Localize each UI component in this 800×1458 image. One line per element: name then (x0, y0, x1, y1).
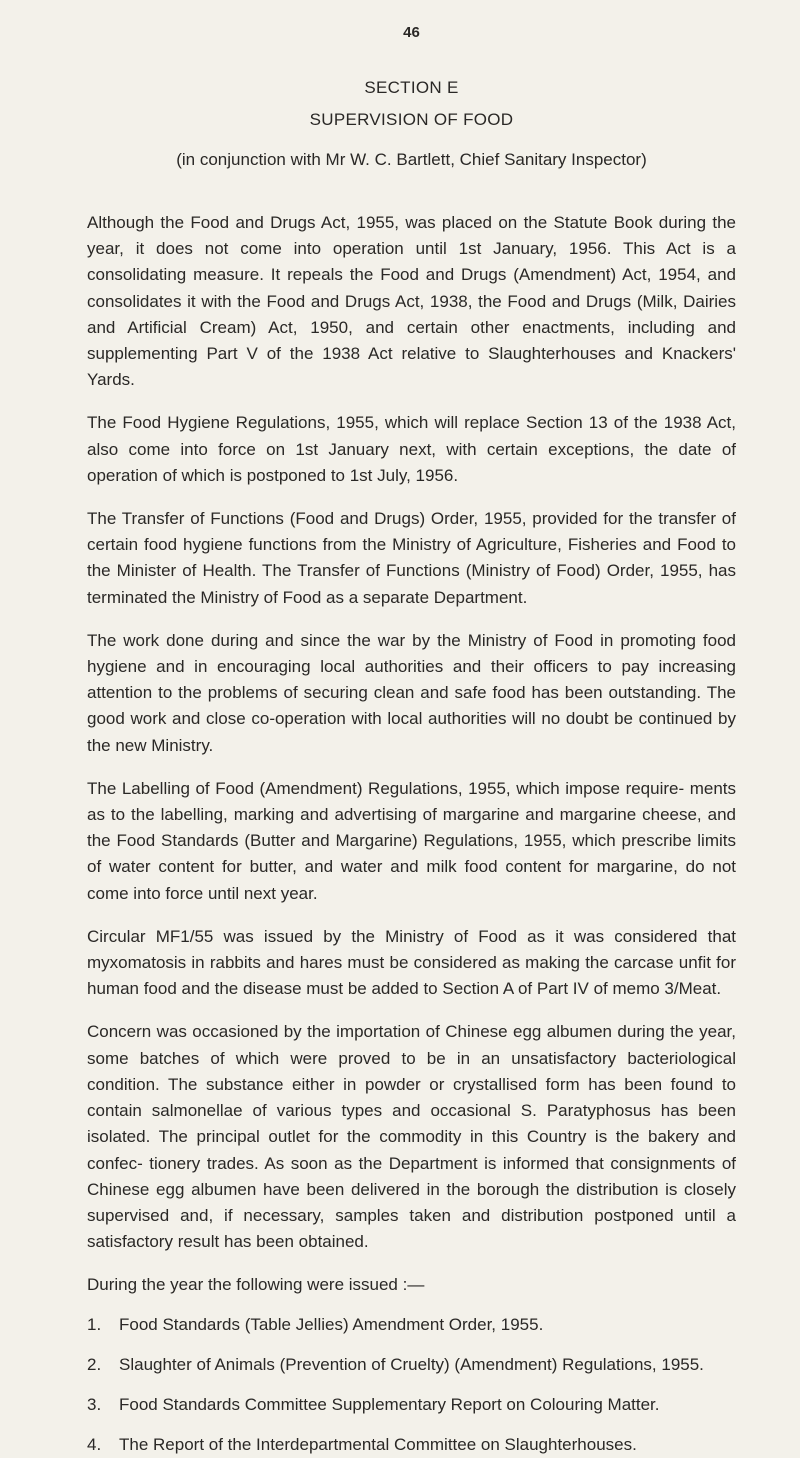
list-item-number: 4. (87, 1435, 102, 1455)
paragraph-food-hygiene-regulations: The Food Hygiene Regulations, 1955, which will replace Section 13 of the 1938 Act, also come into force on 1st January next, with certain exceptions, the date of operation of which is postponed to 1st July, 1956. (87, 413, 736, 485)
section-title: SUPERVISION OF FOOD (309, 110, 514, 129)
body-text (87, 210, 736, 1458)
list-item (87, 1432, 736, 1458)
section-heading: SECTION E (364, 78, 459, 97)
section-subtitle: (in conjunction with Mr W. C. Bartlett, Chief Sanitary Inspector) (176, 150, 647, 169)
list-item-text: The Report of the Interdepartmental Committee on Slaughterhouses. (119, 1435, 637, 1455)
list-item (87, 1352, 736, 1378)
list-item-number: 2. (87, 1355, 102, 1375)
list-item-number: 3. (87, 1395, 102, 1415)
paragraph-food-and-drugs-act: Although the Food and Drugs Act, 1955, was placed on the Statute Book during the year, it does not come into operation until 1st January, 1956. This Act is a consolidating measure. It repeals the Food and Drugs (Amendment) Act, 1954, and consolidates it with the Food and Drugs Act, 1938, the Food and Drugs (Milk, Dairies and Artificial Cream) Act, 1950, and certain other enactments, including and supplementing Part V of the 1938 Act relative to Slaughterhouses and Knackers' Yards. (87, 213, 736, 390)
issued-list (87, 1312, 736, 1458)
list-item (87, 1312, 736, 1338)
paragraph-transfer-of-functions: The Transfer of Functions (Food and Drugs) Order, 1955, provided for the transfer of certain food hygiene functions from the Ministry of Agriculture, Fisheries and Food to the Minister of Health. The Transfer of Functions (Ministry of Food) Order, 1955, has terminated the Ministry of Food as a separate Department. (87, 509, 736, 607)
list-item (87, 1392, 736, 1418)
list-item-text: Food Standards (Table Jellies) Amendment Order, 1955. (119, 1315, 544, 1335)
paragraph-labelling-of-food: The Labelling of Food (Amendment) Regulations, 1955, which impose require- ments as to the labelling, marking and advertising of margarine and margarine cheese, and the Food Standards (Butter and Margarine) Regulations, 1955, which prescribe limits of water content for butter, and water and milk food content for margarine, do not come into force until next year. (87, 778, 736, 903)
paragraph-ministry-of-food-work: The work done during and since the war by the Ministry of Food in promoting food hygiene and in encouraging local authorities and their officers to pay increasing attention to the problems of securing clean and safe food has been outstanding. The good work and close co-operation with local authorities will no doubt be continued by the new Ministry. (87, 630, 736, 755)
issued-intro: During the year the following were issued :— (87, 1275, 425, 1295)
paragraph-chinese-egg-albumen: Concern was occasioned by the importation of Chinese egg albumen during the year, some batches of which were proved to be in an unsatisfactory bacteriological condition. The substance either in powder or crystallised form has been found to contain salmonellae of various types and occasional S. Paratyphosus has been isolated. The principal outlet for the commodity in this Country is the bakery and confec- tionery trades. As soon as the Department is informed that consignments of Chinese egg albumen have been delivered in the borough the distribution is closely supervised and, if necessary, samples taken and distribution postponed until a satisfactory result has been obtained. (87, 1022, 736, 1252)
list-item-text: Food Standards Committee Supplementary Report on Colouring Matter. (119, 1395, 660, 1415)
paragraph-circular-mf1: Circular MF1/55 was issued by the Ministry of Food as it was considered that myxomatosis in rabbits and hares must be considered as making the carcase unfit for human food and the disease must be added to Section A of Part IV of memo 3/Meat. (87, 926, 736, 999)
list-item-number: 1. (87, 1315, 102, 1335)
page-number: 46 (403, 24, 420, 41)
list-item-text: Slaughter of Animals (Prevention of Cruelty) (Amendment) Regulations, 1955. (119, 1355, 704, 1375)
